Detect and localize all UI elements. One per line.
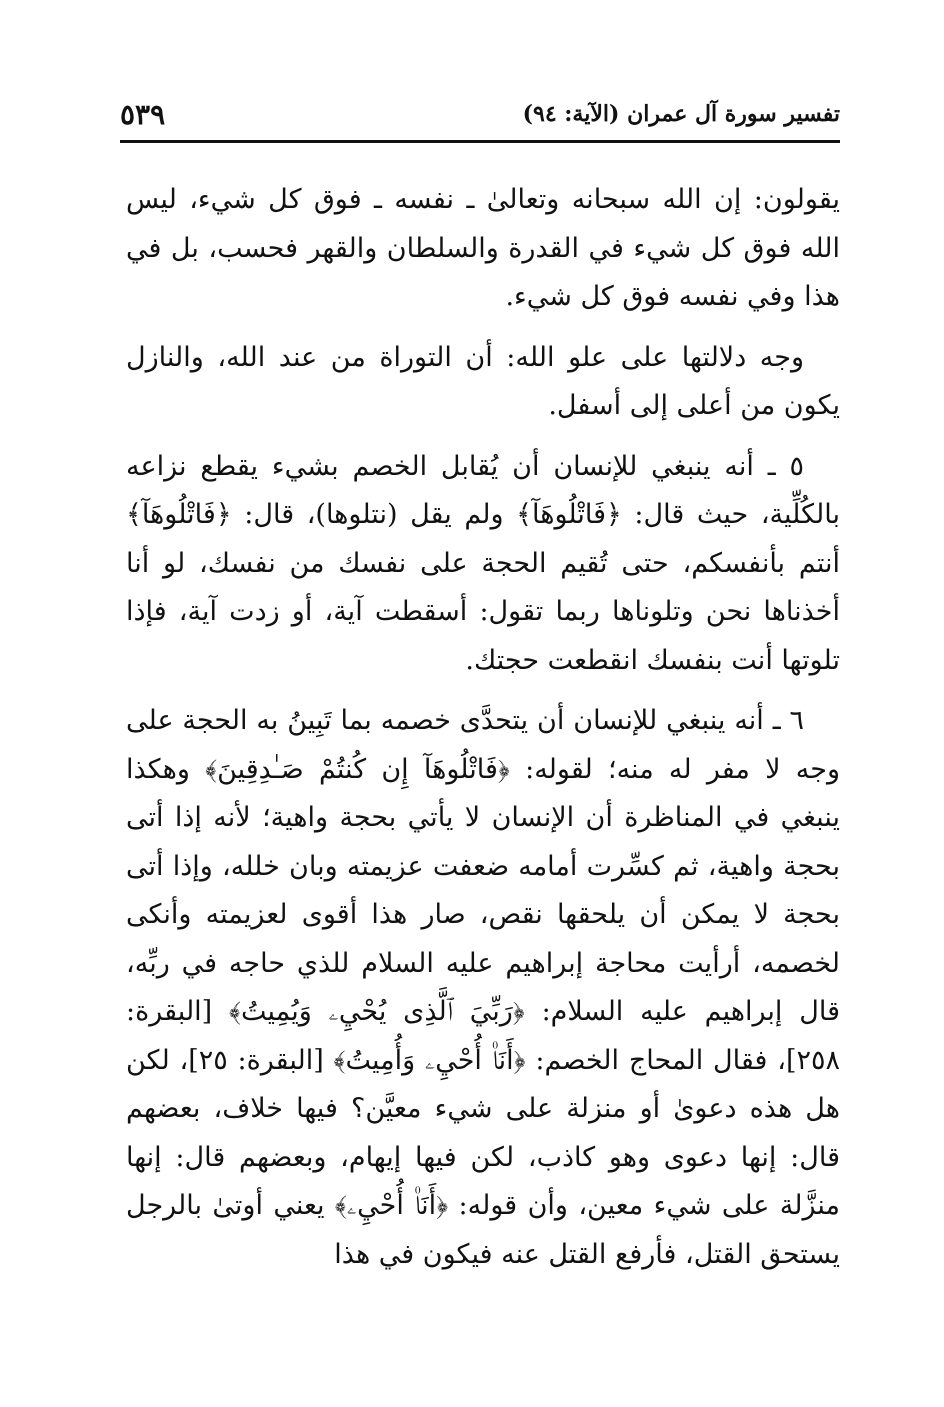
page-number: ٥٣٩ xyxy=(120,97,166,131)
paragraph-point-6: ٦ ـ أنه ينبغي للإنسان أن يتحدَّى خصمه بما تَبِينُ به الحجة على وجه لا مفر له منه؛ لقوله: ﴿فَاتْلُوهَآ إِن كُنتُمْ صَـٰدِقِينَ﴾ وهكذا ينبغي في المناظرة أن الإنسان لا يأتي بحجة واهية؛ لأنه إذا أتى بحجة واهية، ثم كسِّرت أمامه ضعفت عزيمته وبان خلله، وإذا أتى بحجة لا يمكن أن يلحقها نقص، صار هذا أقوى لعزيمته وأنكى لخصمه، أرأيت محاجة إبراهيم عليه السلام للذي حاجه في ربِّه، قال إبراهيم عليه السلام: ﴿رَبِّيَ ٱلَّذِى يُحْيِۦ وَيُمِيتُ﴾ [البقرة: ٢٥٨]، فقال المحاج الخصم: ﴿أَنَا۠ أُحْيِۦ وَأُمِيتُ﴾ [البقرة: ٢٥]، لكن هل هذه دعوىٰ أو منزلة على شيء معيَّن؟ فيها خلاف، بعضهم قال: إنها دعوى وهو كاذب، لكن فيها إيهام، وبعضهم قال: إنها منزَّلة على شيء معين، وأن قوله: ﴿أَنَا۠ أُحْيِۦ﴾ يعني أوتىٰ بالرجل يستحق القتل، فأرفع القتل عنه فيكون في هذا xyxy=(126,705,840,1270)
page-body xyxy=(126,176,840,1291)
running-title: تفسير سورة آل عمران (الآية: ٩٤) xyxy=(522,101,840,127)
header-divider xyxy=(120,140,840,143)
paragraph-1: يقولون: إن الله سبحانه وتعالىٰ ـ نفسه ـ فوق كل شيء، ليس الله فوق كل شيء في القدرة والسلطان والقهر فحسب، بل في هذا وفي نفسه فوق كل شيء. xyxy=(126,184,840,312)
paragraph-point-5: ٥ ـ أنه ينبغي للإنسان أن يُقابل الخصم بشيء يقطع نزاعه بالكُلِّية، حيث قال: ﴿فَاتْلُوهَآ﴾ ولم يقل (نتلوها)، قال: ﴿فَاتْلُوهَآ﴾ أنتم بأنفسكم، حتى تُقيم الحجة على نفسك من نفسك، لو أنا أخذناها نحن وتلوناها ربما تقول: أسقطت آية، أو زدت آية، فإذا تلوتها أنت بنفسك انقطعت حجتك. xyxy=(126,450,840,676)
page-header xyxy=(120,92,840,136)
paragraph-2: وجه دلالتها على علو الله: أن التوراة من عند الله، والنازل يكون من أعلى إلى أسفل. xyxy=(126,341,840,421)
